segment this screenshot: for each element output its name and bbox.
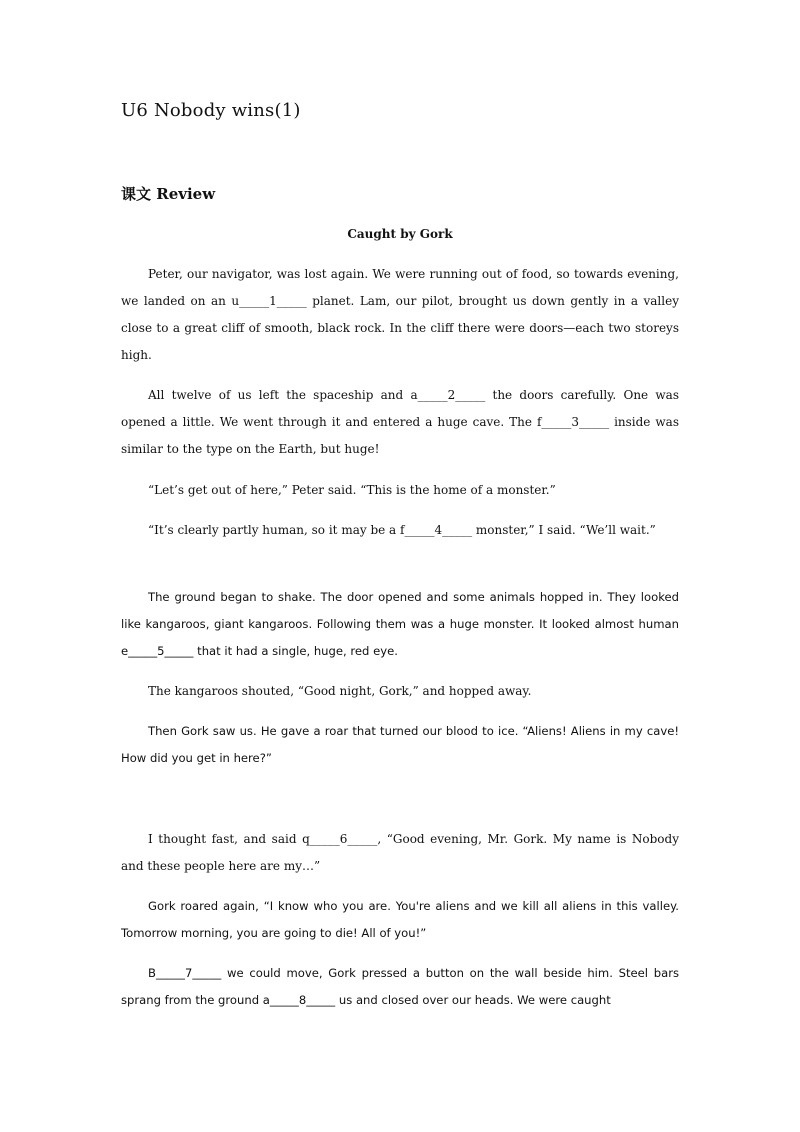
unit-title: U6 Nobody wins(1): [121, 100, 301, 121]
story-paragraph-3: “Let’s get out of here,” Peter said. “This is the home of a monster.”: [148, 483, 556, 497]
story-paragraph-5: The ground began to shake. The door opened and some animals hopped in. They looked like kangaroos, giant kangaroos. Following them was a huge monster. It looked almost human e_____5_____ that it had a single, huge, red eye.: [121, 590, 679, 658]
story-paragraph-4: “It’s clearly partly human, so it may be a f_____4_____ monster,” I said. “We’ll wait.”: [148, 523, 656, 537]
story-title: Caught by Gork: [347, 227, 453, 241]
story-paragraph-9: Gork roared again, “I know who you are. You're aliens and we kill all aliens in this valley. Tomorrow morning, you are going to die! All of you!”: [121, 899, 679, 940]
story-paragraph-6: The kangaroos shouted, “Good night, Gork,” and hopped away.: [148, 684, 532, 698]
section-label: 课文 Review: [121, 185, 216, 203]
story-paragraph-10: B_____7_____ we could move, Gork pressed a button on the wall beside him. Steel bars sprang from the ground a_____8_____ us and closed over our heads. We were caught: [121, 966, 679, 1007]
story-paragraph-1: Peter, our navigator, was lost again. We were running out of food, so towards evening, we landed on an u_____1_____ planet. Lam, our pilot, brought us down gently in a valley close to a great cliff of smooth, black rock. In the cliff there were doors—each two storeys high.: [121, 267, 679, 362]
story-paragraph-2: All twelve of us left the spaceship and a_____2_____ the doors carefully. One was opened a little. We went through it and entered a huge cave. The f_____3_____ inside was similar to the type on the Earth, but huge!: [121, 388, 679, 456]
story-paragraph-7: Then Gork saw us. He gave a roar that turned our blood to ice. “Aliens! Aliens in my cave! How did you get in here?”: [121, 724, 679, 765]
story-paragraph-8: I thought fast, and said q_____6_____, “Good evening, Mr. Gork. My name is Nobody and these people here are my…”: [121, 832, 679, 873]
